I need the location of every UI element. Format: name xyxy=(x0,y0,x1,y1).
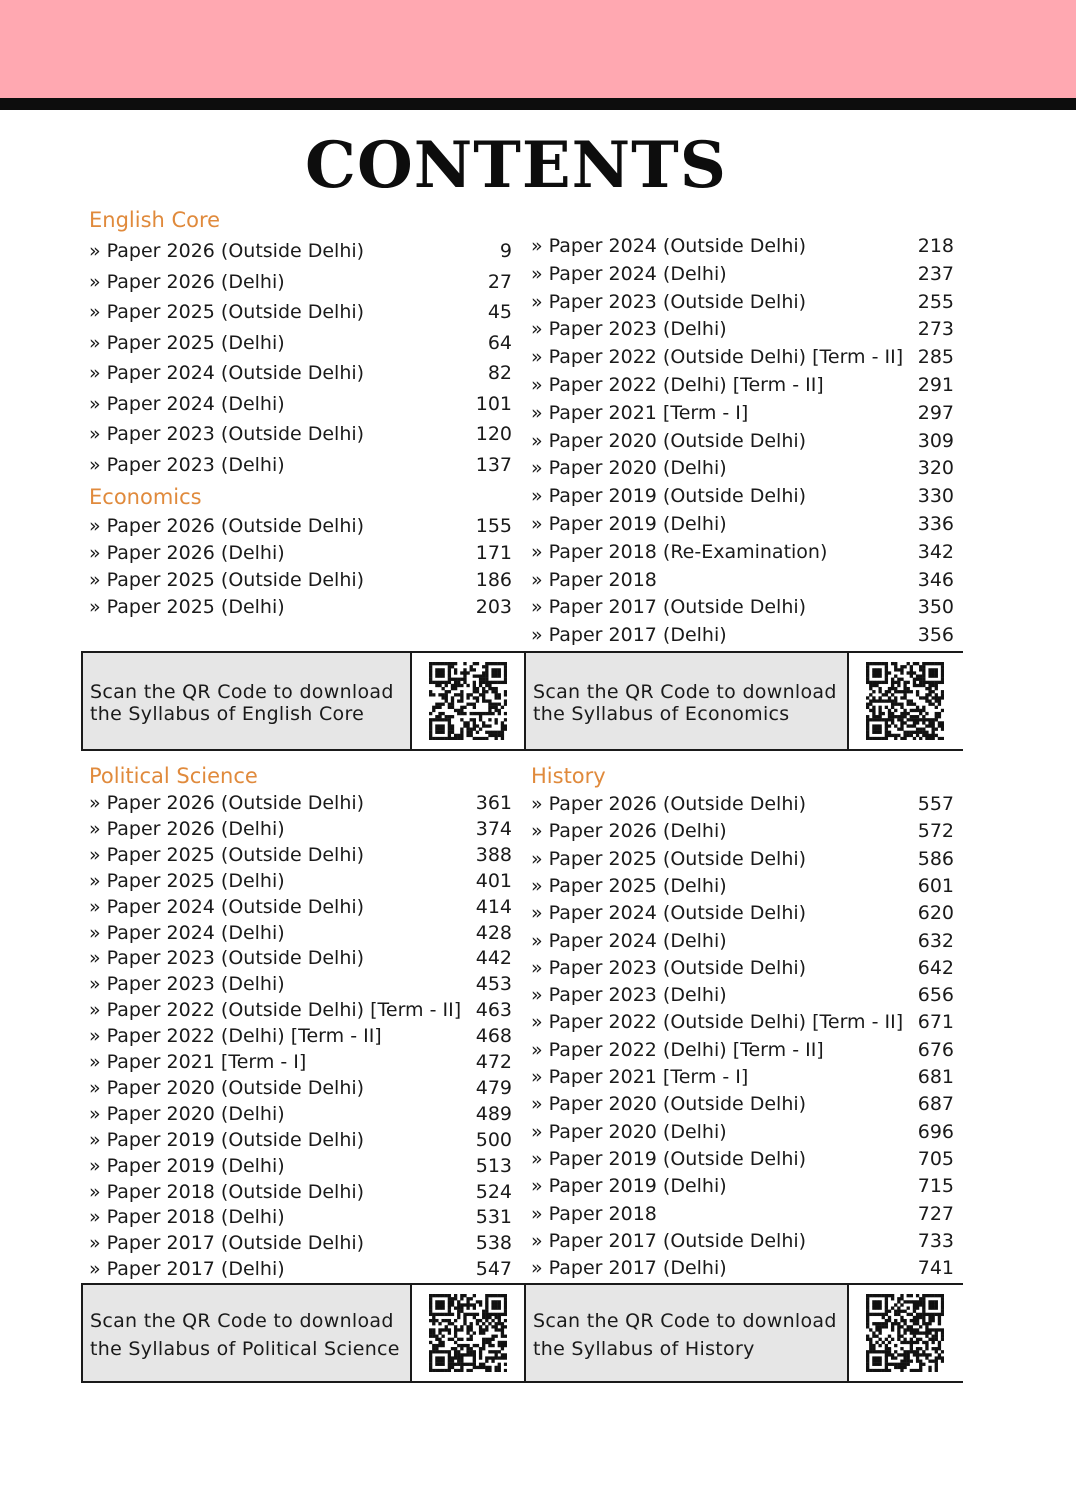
toc-entry[interactable] xyxy=(89,1206,512,1232)
section-heading-economics: Economics xyxy=(89,485,202,509)
toc-entry-page: 309 xyxy=(917,429,954,452)
toc-entry-page: 733 xyxy=(917,1229,954,1252)
toc-entry-page: 463 xyxy=(475,999,512,1022)
qr-panel-political-science xyxy=(81,1283,524,1383)
toc-entry[interactable] xyxy=(531,1011,954,1038)
toc-entry-page: 346 xyxy=(917,568,954,591)
toc-entry-label: » Paper 2017 (Outside Delhi) xyxy=(531,596,807,619)
toc-entry-page: 531 xyxy=(475,1206,512,1229)
toc-entry-label: » Paper 2024 (Delhi) xyxy=(89,921,285,944)
toc-entry-page: 705 xyxy=(917,1147,954,1170)
toc-entry-page: 27 xyxy=(487,270,512,293)
toc-entry-page: 297 xyxy=(917,401,954,424)
toc-entry-label: » Paper 2020 (Delhi) xyxy=(531,457,727,480)
toc-entry-label: » Paper 2018 (Outside Delhi) xyxy=(89,1180,365,1203)
toc-entry[interactable] xyxy=(531,1257,954,1284)
toc-entry-label: » Paper 2022 (Delhi) [Term - II] xyxy=(531,1038,824,1061)
toc-entry-page: 45 xyxy=(487,301,512,323)
toc-entry-label: » Paper 2023 (Delhi) xyxy=(531,984,727,1007)
qr-caption-line: Scan the QR Code to download xyxy=(533,681,837,703)
toc-entry-page: 137 xyxy=(475,453,512,476)
toc-entry-label: » Paper 2023 (Outside Delhi) xyxy=(531,956,807,979)
toc-entry[interactable] xyxy=(531,1121,954,1148)
toc-entry-page: 687 xyxy=(917,1093,954,1116)
toc-entry-label: » Paper 2019 (Delhi) xyxy=(89,1154,285,1177)
toc-entry[interactable] xyxy=(531,569,954,597)
toc-entry[interactable] xyxy=(531,235,954,263)
toc-entry-page: 453 xyxy=(475,973,512,996)
toc-entry[interactable] xyxy=(531,457,954,485)
qr-code-political-science[interactable] xyxy=(410,1285,526,1381)
toc-entry-page: 428 xyxy=(475,921,512,944)
toc-entry[interactable] xyxy=(89,454,512,485)
toc-entry[interactable] xyxy=(89,393,512,424)
section-heading-political-science: Political Science xyxy=(89,764,258,788)
toc-entry[interactable] xyxy=(531,1175,954,1202)
toc-entry-label: » Paper 2023 (Delhi) xyxy=(531,318,727,341)
toc-entry-label: » Paper 2023 (Delhi) xyxy=(89,453,285,476)
toc-entry[interactable] xyxy=(89,569,512,596)
qr-panel-economics xyxy=(524,651,963,751)
toc-entry-page: 468 xyxy=(475,1025,512,1048)
header-rule xyxy=(0,98,1076,110)
toc-entry[interactable] xyxy=(89,999,512,1025)
toc-entry-page: 513 xyxy=(475,1154,512,1177)
toc-entry-page: 642 xyxy=(917,956,954,979)
toc-entry[interactable] xyxy=(89,1051,512,1077)
toc-entry-label: » Paper 2026 (Delhi) xyxy=(531,820,727,843)
toc-entry-label: » Paper 2023 (Outside Delhi) xyxy=(89,947,365,970)
toc-entry-page: 273 xyxy=(917,318,954,341)
toc-entry-label: » Paper 2023 (Outside Delhi) xyxy=(89,423,365,445)
toc-entry[interactable] xyxy=(531,430,954,458)
toc-entry[interactable] xyxy=(89,1103,512,1129)
toc-entry-page: 656 xyxy=(917,984,954,1007)
toc-entry-label: » Paper 2021 [Term - I] xyxy=(89,1051,307,1073)
toc-entry-page: 64 xyxy=(487,331,512,354)
page-title: CONTENTS xyxy=(305,128,727,203)
toc-entry-page: 572 xyxy=(917,820,954,843)
qr-caption-line: the Syllabus of English Core xyxy=(90,703,365,725)
toc-entry-label: » Paper 2017 (Delhi) xyxy=(531,1257,727,1280)
toc-entry[interactable] xyxy=(89,973,512,999)
toc-entry[interactable] xyxy=(531,1148,954,1175)
toc-entry[interactable] xyxy=(531,346,954,374)
toc-entry-page: 676 xyxy=(917,1038,954,1061)
toc-entry-page: 557 xyxy=(917,793,954,815)
toc-entry-label: » Paper 2025 (Delhi) xyxy=(531,874,727,897)
toc-entry[interactable] xyxy=(531,930,954,957)
toc-entry[interactable] xyxy=(531,485,954,513)
toc-entry[interactable] xyxy=(531,1230,954,1257)
toc-entry-label: » Paper 2025 (Outside Delhi) xyxy=(89,843,365,866)
toc-entry-label: » Paper 2018 xyxy=(531,1202,657,1225)
toc-entry[interactable] xyxy=(531,402,954,430)
toc-entry-label: » Paper 2020 (Outside Delhi) xyxy=(531,1093,807,1116)
toc-entry[interactable] xyxy=(89,792,512,818)
toc-entry-page: 356 xyxy=(917,624,954,647)
toc-entry[interactable] xyxy=(89,515,512,542)
qr-code-icon xyxy=(866,1294,944,1372)
toc-entry-label: » Paper 2019 (Delhi) xyxy=(531,1175,727,1198)
toc-entry-label: » Paper 2026 (Delhi) xyxy=(89,817,285,840)
toc-entry-label: » Paper 2018 xyxy=(531,568,657,591)
toc-entry[interactable] xyxy=(531,875,954,902)
toc-entry[interactable] xyxy=(89,1077,512,1103)
toc-entry[interactable] xyxy=(89,542,512,569)
toc-entry[interactable] xyxy=(89,240,512,271)
toc-entry-page: 601 xyxy=(917,874,954,897)
toc-entry-page: 291 xyxy=(917,374,954,396)
toc-entry[interactable] xyxy=(531,984,954,1011)
toc-entry-label: » Paper 2025 (Outside Delhi) xyxy=(89,569,365,591)
toc-entry-label: » Paper 2026 (Outside Delhi) xyxy=(531,793,807,815)
qr-caption-political-science xyxy=(90,1307,400,1363)
toc-entry[interactable] xyxy=(531,513,954,541)
toc-entry[interactable] xyxy=(531,624,954,652)
toc-entry-label: » Paper 2021 [Term - I] xyxy=(531,1066,749,1088)
qr-caption-line: Scan the QR Code to download xyxy=(533,1310,837,1332)
toc-entry-label: » Paper 2022 (Delhi) [Term - II] xyxy=(531,374,824,396)
qr-caption-english-core xyxy=(90,681,394,725)
toc-entry[interactable] xyxy=(89,596,512,623)
toc-entry-label: » Paper 2026 (Outside Delhi) xyxy=(89,515,365,537)
toc-entry-page: 538 xyxy=(475,1232,512,1255)
toc-entry-page: 101 xyxy=(475,392,512,415)
toc-entry-page: 9 xyxy=(499,240,512,262)
toc-entry[interactable] xyxy=(89,301,512,332)
toc-entry[interactable] xyxy=(89,922,512,948)
toc-entry-label: » Paper 2017 (Delhi) xyxy=(89,1258,285,1281)
toc-entry-label: » Paper 2019 (Outside Delhi) xyxy=(531,1147,807,1170)
toc-entry-page: 620 xyxy=(917,902,954,925)
toc-entry-page: 350 xyxy=(917,596,954,619)
toc-entry[interactable] xyxy=(531,848,954,875)
toc-entry-page: 374 xyxy=(475,817,512,840)
toc-entry-label: » Paper 2024 (Delhi) xyxy=(89,392,285,415)
toc-entry[interactable] xyxy=(89,1129,512,1155)
toc-entry-page: 524 xyxy=(475,1180,512,1203)
header-band xyxy=(0,0,1076,98)
toc-entry[interactable] xyxy=(89,896,512,922)
toc-entry-label: » Paper 2026 (Delhi) xyxy=(89,270,285,293)
toc-entry-page: 414 xyxy=(475,895,512,918)
qr-caption-line: Scan the QR Code to download xyxy=(90,681,394,703)
section-heading-history: History xyxy=(531,764,606,788)
toc-entry-label: » Paper 2025 (Outside Delhi) xyxy=(531,847,807,870)
toc-entry-page: 741 xyxy=(917,1257,954,1280)
toc-entry-label: » Paper 2026 (Delhi) xyxy=(89,542,285,564)
toc-entry[interactable] xyxy=(89,1258,512,1284)
toc-entry-page: 320 xyxy=(917,457,954,480)
toc-entry-label: » Paper 2020 (Outside Delhi) xyxy=(531,429,807,452)
toc-entry[interactable] xyxy=(89,271,512,302)
qr-code-economics[interactable] xyxy=(847,653,963,749)
qr-code-history[interactable] xyxy=(847,1285,963,1381)
toc-entry-label: » Paper 2024 (Delhi) xyxy=(531,262,727,285)
toc-entry-page: 330 xyxy=(917,485,954,508)
toc-entry-label: » Paper 2025 (Outside Delhi) xyxy=(89,301,365,323)
toc-entry[interactable] xyxy=(89,818,512,844)
toc-entry-page: 472 xyxy=(475,1051,512,1073)
toc-entry-label: » Paper 2022 (Outside Delhi) [Term - II] xyxy=(531,346,904,369)
toc-entry-page: 186 xyxy=(475,569,512,591)
qr-caption-line: the Syllabus of Political Science xyxy=(90,1338,400,1360)
toc-entry-label: » Paper 2022 (Outside Delhi) [Term - II] xyxy=(531,1011,904,1034)
qr-caption-line: Scan the QR Code to download xyxy=(90,1310,394,1332)
qr-caption-history xyxy=(533,1307,837,1363)
toc-entry-page: 82 xyxy=(487,362,512,384)
toc-entry-page: 155 xyxy=(475,515,512,537)
toc-entry[interactable] xyxy=(531,318,954,346)
toc-entry-page: 671 xyxy=(917,1011,954,1034)
toc-entry-page: 336 xyxy=(917,513,954,535)
toc-entry-label: » Paper 2020 (Outside Delhi) xyxy=(89,1076,365,1099)
toc-entry[interactable] xyxy=(531,957,954,984)
toc-entry-page: 401 xyxy=(475,869,512,892)
qr-panel-english-core xyxy=(81,651,524,751)
toc-entry[interactable] xyxy=(531,902,954,929)
toc-entry[interactable] xyxy=(531,541,954,569)
toc-entry-page: 388 xyxy=(475,843,512,866)
toc-entry-label: » Paper 2019 (Outside Delhi) xyxy=(531,485,807,508)
toc-entry[interactable] xyxy=(89,870,512,896)
toc-entry-page: 500 xyxy=(475,1128,512,1151)
toc-entry[interactable] xyxy=(89,844,512,870)
toc-entry[interactable] xyxy=(531,263,954,291)
toc-entry-page: 489 xyxy=(475,1102,512,1125)
toc-entry[interactable] xyxy=(89,947,512,973)
toc-entry-label: » Paper 2018 (Re-Examination) xyxy=(531,540,828,563)
toc-entry[interactable] xyxy=(531,820,954,847)
qr-caption-economics xyxy=(533,681,837,725)
toc-entry-label: » Paper 2017 (Outside Delhi) xyxy=(89,1232,365,1255)
toc-entry-label: » Paper 2023 (Outside Delhi) xyxy=(531,290,807,313)
toc-entry-label: » Paper 2020 (Delhi) xyxy=(89,1102,285,1125)
qr-panel-history xyxy=(524,1283,963,1383)
toc-entry[interactable] xyxy=(89,423,512,454)
toc-entry[interactable] xyxy=(531,1039,954,1066)
toc-entry-page: 632 xyxy=(917,929,954,952)
toc-entry[interactable] xyxy=(531,1093,954,1120)
toc-entry-label: » Paper 2025 (Delhi) xyxy=(89,331,285,354)
toc-entry-label: » Paper 2021 [Term - I] xyxy=(531,401,749,424)
toc-entry-page: 203 xyxy=(475,596,512,618)
toc-entry-label: » Paper 2019 (Delhi) xyxy=(531,513,727,535)
toc-entry[interactable] xyxy=(89,1155,512,1181)
toc-entry-page: 255 xyxy=(917,290,954,313)
toc-entry-label: » Paper 2024 (Outside Delhi) xyxy=(89,362,365,384)
toc-entry-page: 237 xyxy=(917,262,954,285)
toc-entry-page: 727 xyxy=(917,1202,954,1225)
toc-entry[interactable] xyxy=(89,362,512,393)
toc-entry-page: 120 xyxy=(475,423,512,445)
toc-entry[interactable] xyxy=(89,1025,512,1051)
toc-entry[interactable] xyxy=(531,291,954,319)
section-heading-english-core: English Core xyxy=(89,208,221,232)
toc-entry[interactable] xyxy=(531,1066,954,1093)
qr-code-icon xyxy=(866,662,944,740)
toc-entry-label: » Paper 2017 (Outside Delhi) xyxy=(531,1229,807,1252)
toc-entry-label: » Paper 2025 (Delhi) xyxy=(89,869,285,892)
toc-entry-page: 361 xyxy=(475,792,512,814)
toc-entry-page: 681 xyxy=(917,1066,954,1088)
toc-entry[interactable] xyxy=(531,374,954,402)
toc-entry-label: » Paper 2020 (Delhi) xyxy=(531,1120,727,1143)
toc-entry[interactable] xyxy=(531,1203,954,1230)
toc-entry-page: 547 xyxy=(475,1258,512,1281)
toc-entry-label: » Paper 2026 (Outside Delhi) xyxy=(89,240,365,262)
toc-entry-page: 586 xyxy=(917,847,954,870)
toc-entry-label: » Paper 2025 (Delhi) xyxy=(89,596,285,618)
toc-entry-page: 171 xyxy=(475,542,512,564)
toc-entry-label: » Paper 2017 (Delhi) xyxy=(531,624,727,647)
toc-entry-label: » Paper 2024 (Outside Delhi) xyxy=(531,235,807,257)
toc-entry-label: » Paper 2024 (Outside Delhi) xyxy=(89,895,365,918)
toc-entry-page: 442 xyxy=(475,947,512,970)
toc-entry-page: 218 xyxy=(917,235,954,257)
toc-entry-page: 479 xyxy=(475,1076,512,1099)
toc-entry-label: » Paper 2022 (Delhi) [Term - II] xyxy=(89,1025,382,1048)
qr-caption-line: the Syllabus of History xyxy=(533,1338,755,1360)
toc-entry-page: 285 xyxy=(917,346,954,369)
toc-entry-label: » Paper 2026 (Outside Delhi) xyxy=(89,792,365,814)
toc-entry[interactable] xyxy=(89,332,512,363)
qr-caption-line: the Syllabus of Economics xyxy=(533,703,790,725)
toc-entry[interactable] xyxy=(89,1181,512,1207)
toc-entry-label: » Paper 2022 (Outside Delhi) [Term - II] xyxy=(89,999,462,1022)
toc-entry[interactable] xyxy=(531,596,954,624)
toc-entry-label: » Paper 2024 (Delhi) xyxy=(531,929,727,952)
toc-entry-label: » Paper 2023 (Delhi) xyxy=(89,973,285,996)
toc-entry-label: » Paper 2018 (Delhi) xyxy=(89,1206,285,1229)
toc-entry[interactable] xyxy=(531,793,954,820)
qr-code-english-core[interactable] xyxy=(410,653,526,749)
toc-entry-page: 715 xyxy=(917,1175,954,1198)
qr-code-icon xyxy=(429,1294,507,1372)
toc-entry-page: 696 xyxy=(917,1120,954,1143)
toc-entry-label: » Paper 2024 (Outside Delhi) xyxy=(531,902,807,925)
toc-entry-label: » Paper 2019 (Outside Delhi) xyxy=(89,1128,365,1151)
qr-code-icon xyxy=(429,662,507,740)
toc-entry-page: 342 xyxy=(917,540,954,563)
toc-entry[interactable] xyxy=(89,1232,512,1258)
